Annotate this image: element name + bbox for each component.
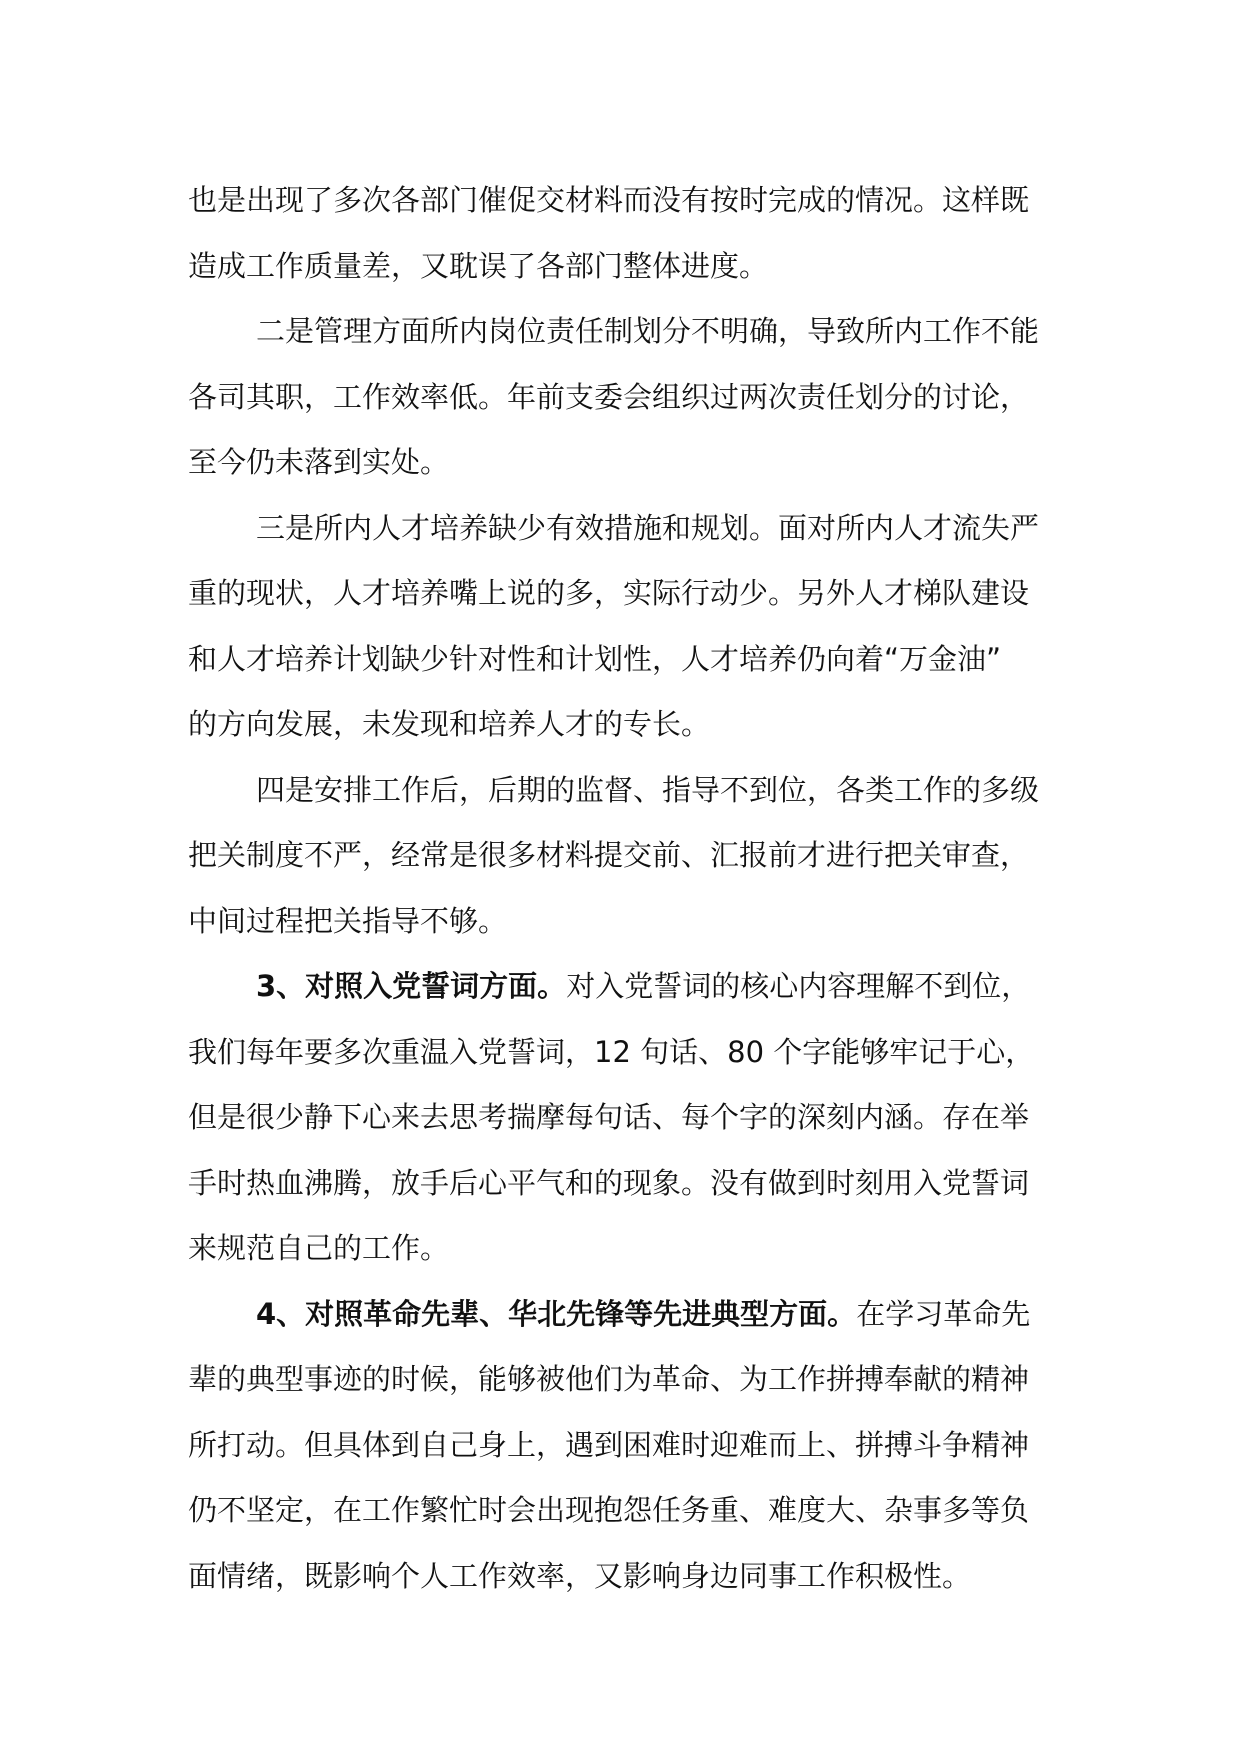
document-body xyxy=(188,168,1068,1609)
paragraph-oath xyxy=(188,954,1068,1282)
text-line: 把关制度不严，经常是很多材料提交前、汇报前才进行把关审查， xyxy=(188,838,1030,872)
text-line: 四是安排工作后，后期的监督、指导不到位，各类工作的多级 xyxy=(256,772,1040,807)
text-line: 但是很少静下心来去思考揣摩每句话、每个字的深刻内涵。存在举 xyxy=(188,1100,1030,1134)
text-line: 各司其职，工作效率低。年前支委会组织过两次责任划分的讨论， xyxy=(188,379,1030,414)
paragraph-continuation xyxy=(188,168,1068,299)
text-line xyxy=(188,1282,1068,1348)
text-line: 中间过程把关指导不够。 xyxy=(188,903,508,938)
text-run: 在学习革命先 xyxy=(856,1296,1031,1331)
text-line: 面情绪，既影响个人工作效率，又影响身边同事工作积极性。 xyxy=(188,1558,972,1593)
text-line: 造成工作质量差，又耽误了各部门整体进度。 xyxy=(188,248,769,283)
text-line: 仍不坚定，在工作繁忙时会出现抱怨任务重、难度大、杂事多等负 xyxy=(188,1493,1030,1527)
text-line: 二是管理方面所内岗位责任制划分不明确，导致所内工作不能 xyxy=(256,314,1040,348)
text-line: 来规范自己的工作。 xyxy=(188,1231,450,1265)
text-line: 也是出现了多次各部门催促交材料而没有按时完成的情况。这样既 xyxy=(188,183,1030,217)
text-line: 的方向发展，未发现和培养人才的专长。 xyxy=(188,707,711,741)
text-line: 至今仍未落到实处。 xyxy=(188,445,450,479)
text-line: 和人才培养计划缺少针对性和计划性，人才培养仍向着“万金油” xyxy=(188,641,1002,676)
text-line: 三是所内人才培养缺少有效措施和规划。面对所内人才流失严 xyxy=(256,510,1040,545)
paragraph-supervision xyxy=(188,758,1068,955)
text-line: 重的现状，人才培养嘴上说的多，实际行动少。另外人才梯队建设 xyxy=(188,576,1030,610)
paragraph-talent-training xyxy=(188,496,1068,758)
text-line: 所打动。但具体到自己身上，遇到困难时迎难而上、拼搏斗争精神 xyxy=(188,1427,1030,1462)
text-run: 对入党誓词的核心内容理解不到位， xyxy=(566,969,1031,1003)
text-line xyxy=(188,954,1068,1020)
text-line: 我们每年要多次重温入党誓词，12 句话、80 个字能够牢记于心， xyxy=(188,1034,1035,1069)
section-heading: 3、对照入党誓词方面。 xyxy=(256,969,567,1003)
paragraph-management xyxy=(188,299,1068,496)
paragraph-revolutionary-models xyxy=(188,1282,1068,1610)
text-line: 手时热血沸腾，放手后心平气和的现象。没有做到时刻用入党誓词 xyxy=(188,1165,1030,1200)
section-heading: 4、对照革命先辈、华北先锋等先进典型方面。 xyxy=(256,1296,857,1331)
text-line: 辈的典型事迹的时候，能够被他们为革命、为工作拼搏奉献的精神 xyxy=(188,1362,1030,1396)
